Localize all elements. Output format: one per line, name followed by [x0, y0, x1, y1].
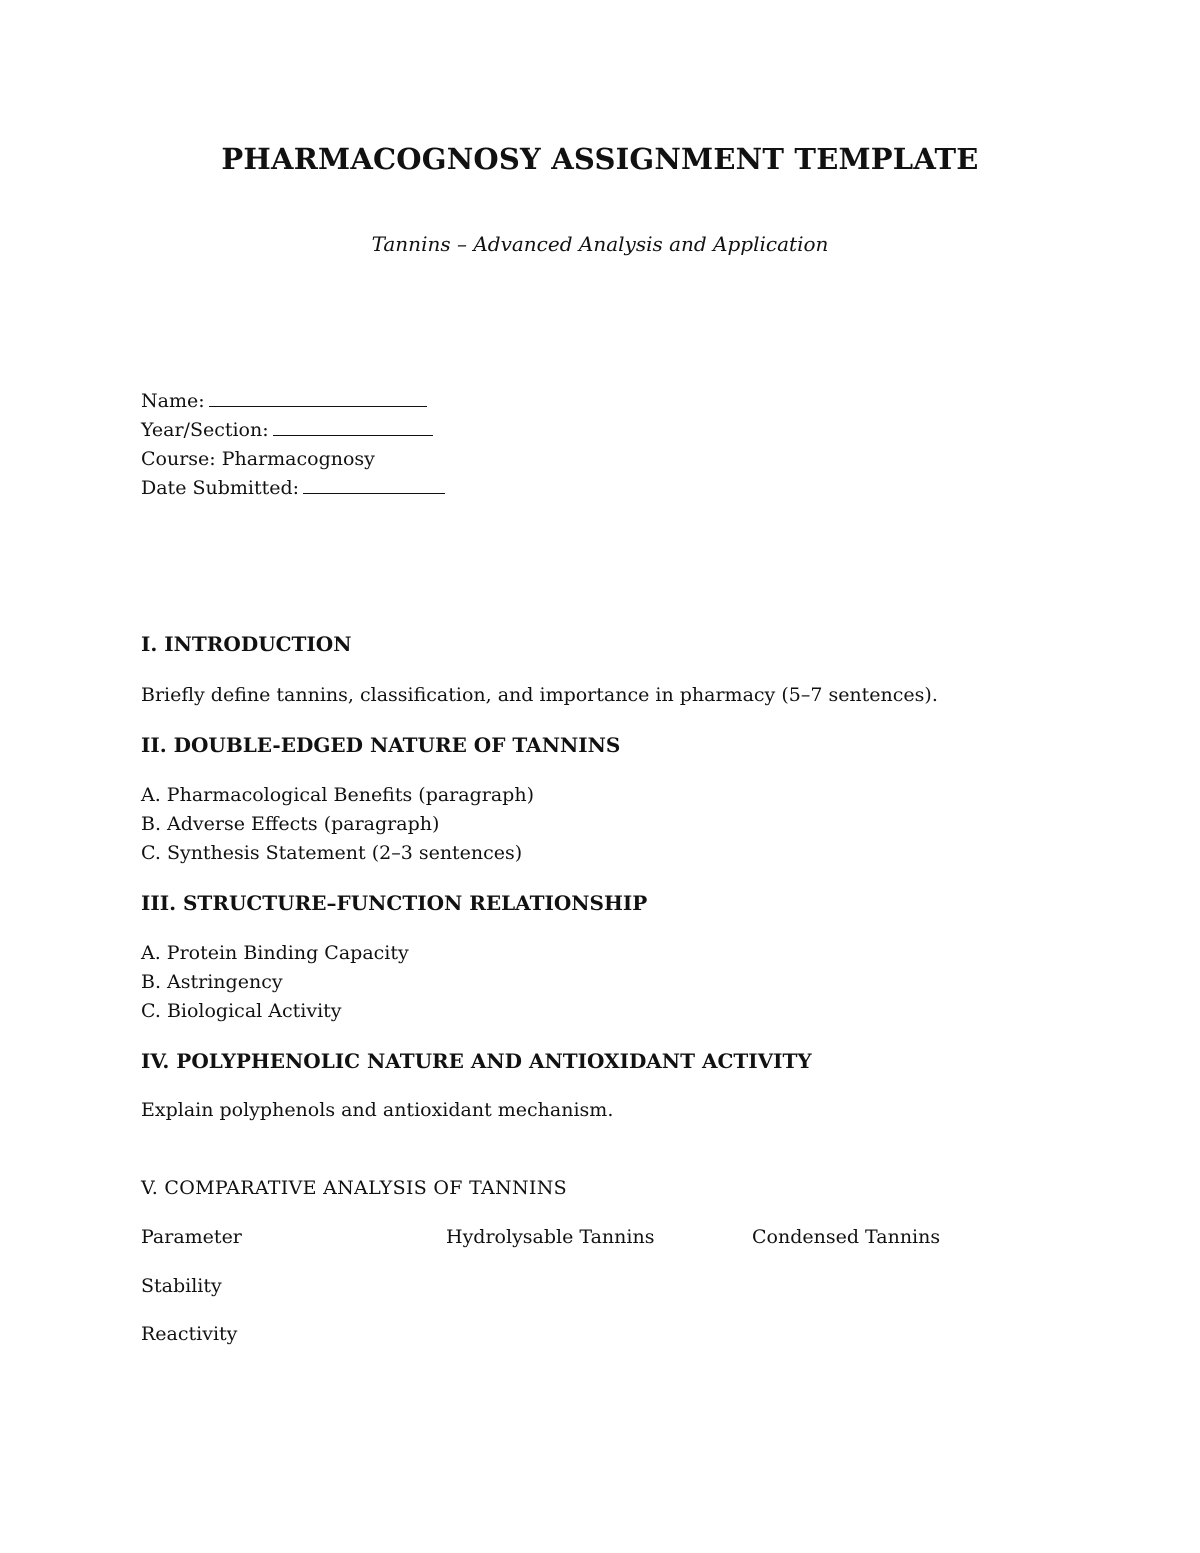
section-comparative-heading: V. COMPARATIVE ANALYSIS OF TANNINS — [141, 1177, 567, 1199]
year-section-line — [141, 419, 433, 441]
table-row: Reactivity — [141, 1323, 238, 1345]
section-introduction-heading: I. INTRODUCTION — [141, 632, 352, 656]
section-introduction-text: Briefly define tannins, classification, and importance in pharmacy (5–7 sentences). — [141, 684, 938, 706]
date-submitted-label: Date Submitted: — [141, 477, 300, 499]
name-line — [141, 390, 427, 412]
date-submitted-blank — [303, 478, 445, 494]
section-polyphenolic-heading: IV. POLYPHENOLIC NATURE AND ANTIOXIDANT ACTIVITY — [141, 1049, 812, 1073]
list-item: B. Adverse Effects (paragraph) — [141, 813, 440, 835]
list-item: B. Astringency — [141, 971, 283, 993]
course-line: Course: Pharmacognosy — [141, 448, 375, 470]
year-section-blank — [273, 420, 433, 436]
list-item: C. Synthesis Statement (2–3 sentences) — [141, 842, 523, 864]
year-section-label: Year/Section: — [141, 419, 269, 441]
list-item: C. Biological Activity — [141, 1000, 342, 1022]
table-header-parameter: Parameter — [141, 1226, 242, 1248]
section-structure-heading: III. STRUCTURE–FUNCTION RELATIONSHIP — [141, 891, 648, 915]
list-item: A. Pharmacological Benefits (paragraph) — [141, 784, 534, 806]
document-subtitle: Tannins – Advanced Analysis and Application — [371, 232, 829, 256]
table-row: Stability — [141, 1275, 222, 1297]
name-blank — [209, 391, 427, 407]
table-header-hydrolysable: Hydrolysable Tannins — [446, 1226, 655, 1248]
name-label: Name: — [141, 390, 205, 412]
date-submitted-line — [141, 477, 445, 499]
section-double-edged-heading: II. DOUBLE-EDGED NATURE OF TANNINS — [141, 733, 621, 757]
table-header-condensed: Condensed Tannins — [752, 1226, 941, 1248]
list-item: A. Protein Binding Capacity — [141, 942, 409, 964]
section-polyphenolic-text: Explain polyphenols and antioxidant mechanism. — [141, 1099, 614, 1121]
document-title: PHARMACOGNOSY ASSIGNMENT TEMPLATE — [221, 142, 979, 176]
